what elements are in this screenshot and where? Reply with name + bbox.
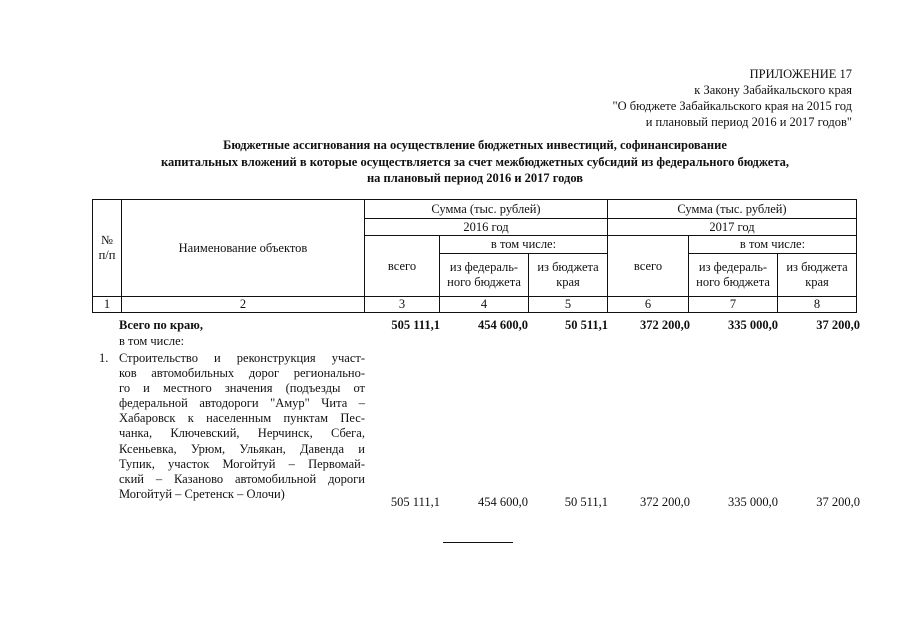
row-1-value-2016-all: 505 111,1 — [390, 495, 440, 509]
row-1-line: Ксеньевка, Урюм, Ульякан, Давенда и — [119, 441, 365, 456]
col-header-sum-2017: Сумма (тыс. рублей) — [608, 200, 857, 219]
col-number: 2 — [122, 297, 365, 313]
col-number: 6 — [608, 297, 689, 313]
col-header-fed-2016: из федераль-ного бюджета — [440, 254, 529, 297]
col-number: 7 — [689, 297, 778, 313]
row-1-line: Могойтуй – Сретенск – Олочи) — [119, 486, 285, 501]
appendix-number: ПРИЛОЖЕНИЕ 17 — [749, 67, 852, 81]
title-line-1: Бюджетные ассигнования на осуществление бюджетных инвестиций, софинансирование — [223, 138, 727, 152]
row-1-description — [119, 351, 365, 502]
total-value-2016-all: 505 111,1 — [391, 318, 440, 332]
total-sublabel: в том числе: — [119, 334, 185, 348]
appendix-header — [613, 66, 852, 130]
appendix-law-title: "О бюджете Забайкальского края на 2015 год — [612, 99, 852, 113]
col-header-reg-2017: из бюджета края — [778, 254, 857, 297]
col-header-name: Наименование объектов — [122, 200, 365, 297]
appendix-law-period: и плановый период 2016 и 2017 годов" — [645, 115, 852, 129]
title-line-2: капитальных вложений в которые осуществляется за счет межбюджетных субсидий из федерального бюджета, — [161, 154, 789, 169]
col-header-year-2017: 2017 год — [608, 219, 857, 236]
col-number: 3 — [365, 297, 440, 313]
col-header-sum-2016: Сумма (тыс. рублей) — [365, 200, 608, 219]
document-title — [90, 137, 860, 187]
row-1-line: ков автомобильных дорог регионально- — [119, 366, 365, 381]
column-number-row — [93, 297, 857, 313]
col-header-fed-2017: из федераль-ного бюджета — [689, 254, 778, 297]
total-value-2017-reg: 37 200,0 — [816, 318, 860, 332]
title-line-3: на плановый период 2016 и 2017 годов — [366, 171, 584, 185]
row-1-line: Хабаровск к населенным пунктам Пес- — [119, 411, 365, 426]
row-1-line: федеральной автодороги "Амур" Чита – — [119, 396, 365, 411]
col-header-year-2016: 2016 год — [365, 219, 608, 236]
total-value-2016-reg: 50 511,1 — [564, 318, 608, 332]
col-number: 4 — [440, 297, 529, 313]
col-header-total-2016: всего — [365, 236, 440, 297]
row-1-line: Тупик, участок Могойтуй – Первомай- — [119, 456, 365, 471]
row-1-line: го и местного значения (подъезды от — [119, 381, 365, 396]
budget-table-header — [92, 199, 857, 313]
row-1-value-2017-reg: 37 200,0 — [816, 495, 860, 509]
col-header-reg-2016: из бюджета края — [529, 254, 608, 297]
row-1-value-2016-fed: 454 600,0 — [478, 495, 528, 509]
row-1-value-2017-all: 372 200,0 — [640, 495, 690, 509]
total-value-2017-fed: 335 000,0 — [728, 318, 778, 332]
col-header-total-2017: всего — [608, 236, 689, 297]
row-1-line: ский – Казаново автомобильной дороги — [119, 471, 365, 486]
col-header-num: № п/п — [93, 200, 122, 297]
total-value-2017-all: 372 200,0 — [640, 318, 690, 332]
total-label: Всего по краю, — [119, 318, 203, 332]
row-1-value-2017-fed: 335 000,0 — [728, 495, 778, 509]
col-number: 5 — [529, 297, 608, 313]
col-header-including-2017: в том числе: — [689, 236, 857, 254]
col-header-including-2016: в том числе: — [440, 236, 608, 254]
col-number: 8 — [778, 297, 857, 313]
total-value-2016-fed: 454 600,0 — [478, 318, 528, 332]
row-1-value-2016-reg: 50 511,1 — [564, 495, 608, 509]
row-1-line: Строительство и реконструкция участ- — [119, 351, 365, 365]
row-1-line: чанка, Ключевский, Нерчинск, Сбега, — [119, 426, 365, 441]
end-divider — [443, 542, 513, 543]
row-1-number: 1. — [99, 351, 109, 365]
appendix-law: к Закону Забайкальского края — [694, 83, 852, 97]
col-number: 1 — [93, 297, 122, 313]
